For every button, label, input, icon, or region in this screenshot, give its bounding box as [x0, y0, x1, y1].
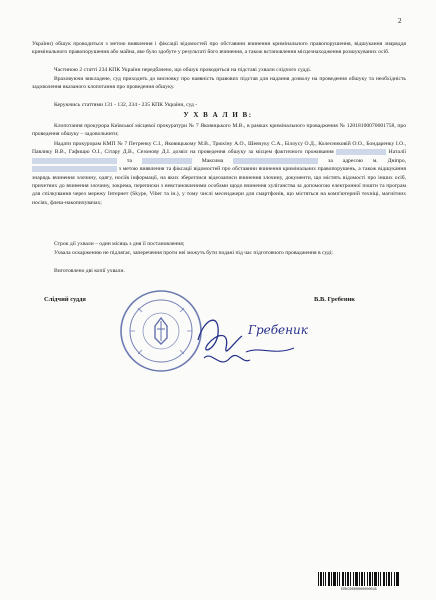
redaction-block — [336, 149, 386, 155]
paragraph-term: Строк дії ухвали – один місяць з дня її постановлення; — [54, 241, 185, 247]
judge-signature — [190, 300, 310, 380]
judge-name: В.В. Гребеник — [314, 296, 356, 303]
signature-handwriting: Гребеник — [248, 323, 308, 337]
redaction-block — [32, 158, 117, 164]
paragraph-permission — [32, 140, 406, 207]
document-barcode — [318, 572, 400, 586]
permission-text: Надати прокурорам КМП № 7 Петренку С.І., Яковицькому М.В., Трюхіну А.О., Шевчуку С.А., Білоусу О.Д., Колесниковій О.О., Бондаренку І.О., Павлику В.В., Гафищю О.І., Сітару Д.В., Сезонову Д.І. дозвіл на проведення обшуку за місцем фактичного проживання — [32, 141, 406, 156]
name-first: Наталії — [388, 149, 406, 156]
redaction-block — [142, 158, 192, 164]
resolution-title: У Х В А Л И В: — [183, 111, 253, 119]
name-second: Максима — [201, 157, 224, 164]
paragraph-search-purpose: України) обшук проводиться з метою виявлення і фіксації відомостей про обставини вчинення кримінального правопорушення, відшукання знаряддя кримінального правопорушення або майна, яке було здобуте у результаті його вчинення, а також встановлення місцезнаходження розшукуваних осіб. — [32, 41, 406, 56]
paragraph-considering: Враховуючи викладене, суд приходить до висновку про наявність правових підстав для надання дозволу на проведення обшуку та необхідність задоволення вказаного клопотання про проведення обшуку. — [32, 76, 406, 91]
paragraph-appeal: Ухвала оскарженню не підлягає, заперечення проти неї можуть бути подані під час підготовчого провадження в суді; — [54, 250, 333, 256]
page-number: 2 — [398, 17, 402, 25]
paragraph-article-234: Частиною 2 статті 234 КПК України передбачено, що обшук проводиться на підставі ухвали слідчого судді. — [54, 67, 312, 73]
paragraph-guided-by: Керуючись статтями 131 - 132, 234 - 235 КПК України, суд - — [54, 102, 198, 108]
barcode-number: ЕПКС0000000000045 — [341, 588, 377, 592]
redaction-block — [233, 158, 318, 164]
conjunction: та — [126, 157, 132, 164]
paragraph-copies: Виготовлено дві копії ухвали. — [54, 268, 125, 274]
paragraph-petition-granted: Клопотання прокурора Київської місцевої прокуратури № 7 Яковицького М.В., в рамках кримінального провадження № 12018100070001758, про проведення обшуку – задовольнити; — [32, 123, 406, 138]
search-purpose-text: з метою виявлення та фіксації відомостей про обставини вчинення кримінальних правопорушень, а також відшукання знарядь вчинення злочину, одягу, носіїв інформації, на яких збереглися відеозаписи вчинення злочину, документи, що містять відомості про інших осіб, причетних до вчинення злочину, зокрема, переписки з невстановленими особами щодо вчинення хуліганства за допомогою електронної пошти та програм для спілкування через мережу Інтернет (Skype, Viber та ін.), у тому числі месенджери для смартфонів, що містяться на комп'ютерній техніці, магнітних носіях, флеш-накопичувачах; — [32, 166, 406, 206]
address-text: за адресою м. Дніпро, — [328, 157, 407, 164]
redaction-block — [32, 166, 117, 172]
judge-label: Слідчий суддя — [44, 296, 86, 303]
